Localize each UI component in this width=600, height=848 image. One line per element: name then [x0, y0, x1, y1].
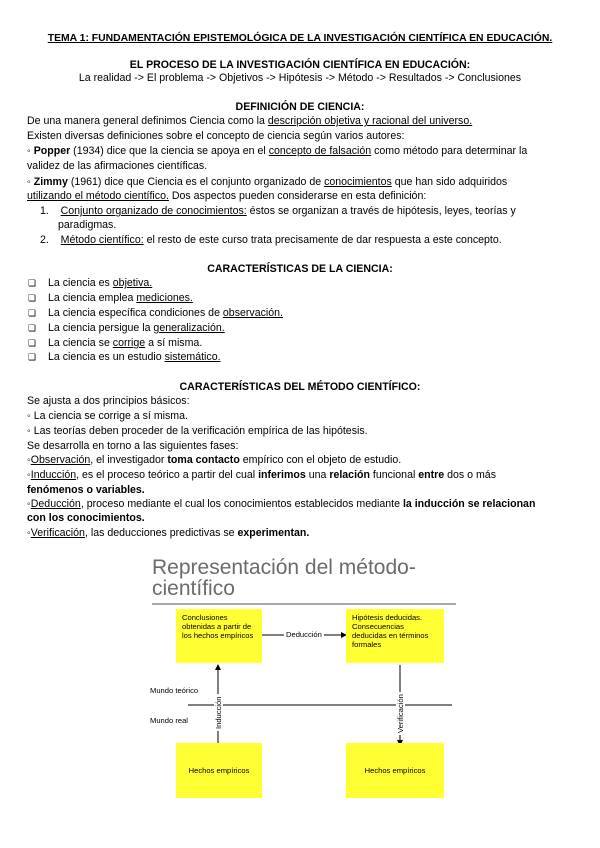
text: (1934) dice que la ciencia se apoya en el — [70, 145, 269, 157]
checkbox-icon: ❏ — [28, 352, 37, 362]
text: como método para determinar la — [371, 145, 528, 157]
checkbox-icon: ❏ — [28, 278, 37, 288]
box-hechos-empiricos-right: Hechos empíricos — [346, 743, 444, 798]
text: Dos aspectos pueden considerarse en esta definición: — [168, 190, 427, 202]
text: , las deducciones predictivas se — [84, 527, 238, 539]
underlined-text: mediciones. — [136, 292, 193, 304]
underlined-text: Método científico: — [60, 234, 144, 246]
metodo-principio-1: ◦ La ciencia se corrige a sí misma. — [27, 410, 188, 422]
underlined-text: Verificación — [30, 527, 85, 539]
text: La ciencia emplea — [48, 292, 137, 304]
metodo-cientifico-diagram — [138, 553, 463, 838]
caracteristica-item — [28, 322, 225, 335]
caracteristica-item — [28, 277, 152, 290]
zimmy-line-2 — [27, 190, 426, 203]
diagram-title: Representación del método-científico — [152, 556, 416, 600]
bold-text: entre — [418, 469, 445, 481]
text: La ciencia es — [48, 277, 113, 289]
fase-observacion — [27, 454, 401, 467]
fase-deduccion-cont: con los conocimientos. — [27, 512, 145, 524]
bullet: ◦ — [27, 454, 31, 466]
underlined-text: Inducción — [30, 469, 77, 481]
underlined-text: corrige — [112, 337, 146, 349]
fase-verificacion — [27, 527, 309, 540]
bullet: ◦ — [27, 145, 31, 157]
text: La ciencia se — [48, 337, 113, 349]
caracteristica-item — [28, 307, 283, 320]
metodo-fases-intro: Se desarrolla en torno a las siguientes fases: — [27, 440, 239, 452]
underlined-text: conocimientos — [324, 176, 392, 188]
deduccion-label: Deducción — [286, 630, 322, 639]
caracteristica-item — [28, 351, 221, 364]
checkbox-icon: ❏ — [28, 293, 37, 303]
bold-text: la inducción se relacionan — [402, 498, 536, 510]
definicion-list-item-1-cont: paradigmas. — [58, 219, 117, 231]
list-number: 2. — [40, 234, 49, 246]
proceso-sequence: La realidad -> El problema -> Objetivos -> Hipótesis -> Método -> Resultados -> Conclusiones — [78, 72, 522, 84]
text: (1961) dice que Ciencia es el conjunto organizado de — [67, 176, 325, 188]
underlined-text: sistemático. — [164, 351, 221, 363]
text: el resto de este curso trata precisamente de dar respuesta a este concepto. — [143, 234, 502, 246]
caracteristica-item — [28, 292, 193, 305]
caracteristicas-title: CARACTERÍSTICAS DE LA CIENCIA: — [207, 263, 393, 275]
box-conclusiones: Conclusiones obtenidas a partir de los hechos empíricos — [176, 609, 262, 663]
underlined-text: utilizando el método científico. — [27, 190, 169, 202]
text: De una manera general definimos Ciencia como la — [27, 115, 268, 127]
bullet: ◦ — [27, 498, 31, 510]
text: La ciencia persigue la — [48, 322, 154, 334]
text: una — [305, 469, 330, 481]
text: éstos se organizan a través de hipótesis, leyes, teorías y — [246, 205, 516, 217]
header-title: TEMA 1: FUNDAMENTACIÓN EPISTEMOLÓGICA DE LA INVESTIGACIÓN CIENTÍFICA EN EDUCACIÓN. — [47, 33, 553, 44]
definicion-paragraph-2: Existen diversas definiciones sobre el concepto de ciencia según varios autores: — [27, 130, 405, 142]
box-hechos-empiricos-left: Hechos empíricos — [176, 743, 262, 798]
text: , el investigador — [90, 454, 168, 466]
popper-line — [27, 145, 527, 158]
checkbox-icon: ❏ — [28, 308, 37, 318]
underlined-text: observación. — [222, 307, 283, 319]
definicion-title: DEFINICIÓN DE CIENCIA: — [235, 101, 365, 113]
text: dos o más — [444, 469, 496, 481]
proceso-title: EL PROCESO DE LA INVESTIGACIÓN CIENTÍFICA EN EDUCACIÓN: — [129, 59, 471, 71]
list-number: 1. — [40, 205, 49, 217]
underlined-text: Observación — [30, 454, 91, 466]
underlined-text: Deducción — [30, 498, 81, 510]
mundo-real-label: Mundo real — [150, 716, 188, 725]
bullet: ◦ — [27, 527, 31, 539]
author-name: Popper — [33, 145, 71, 157]
underlined-text: concepto de falsación — [268, 145, 372, 157]
mundo-teorico-label: Mundo teórico — [150, 686, 199, 695]
text: que han sido adquiridos — [391, 176, 508, 188]
fase-induccion-cont: fenómenos o variables. — [27, 484, 145, 496]
text: La ciencia es un estudio — [48, 351, 165, 363]
caracteristica-item — [28, 337, 202, 350]
underlined-text: Conjunto organizado de conocimientos: — [60, 205, 247, 217]
bold-text: experimentan. — [237, 527, 310, 539]
metodo-intro: Se ajusta a dos principios básicos: — [27, 395, 190, 407]
bold-text: relación — [329, 469, 370, 481]
text: funcional — [369, 469, 419, 481]
fase-deduccion — [27, 498, 535, 511]
text: , es el proceso teórico a partir del cual — [76, 469, 259, 481]
box-hipotesis: Hipótesis deducidas. Consecuencias deducidas en términos formales — [346, 609, 444, 663]
underlined-text: generalización. — [153, 322, 225, 334]
zimmy-line — [27, 176, 507, 189]
fase-induccion — [27, 469, 496, 482]
induccion-label: Inducción — [214, 696, 223, 729]
text: empírico con el objeto de estudio. — [239, 454, 402, 466]
text: La ciencia específica condiciones de — [48, 307, 223, 319]
text: , proceso mediante el cual los conocimientos establecidos mediante — [80, 498, 403, 510]
author-name: Zimmy — [33, 176, 68, 188]
underlined-text: objetiva. — [112, 277, 153, 289]
definicion-paragraph-1 — [27, 115, 472, 128]
definicion-list-item-2 — [40, 234, 502, 247]
bullet: ◦ — [27, 469, 31, 481]
underlined-text: descripción objetiva y racional del universo. — [267, 115, 473, 127]
popper-line-2: validez de las afirmaciones científicas. — [27, 160, 208, 172]
metodo-principio-2: ◦ Las teorías deben proceder de la verificación empírica de las hipótesis. — [27, 425, 368, 437]
definicion-list-item-1 — [40, 205, 516, 218]
checkbox-icon: ❏ — [28, 338, 37, 348]
text: a sí misma. — [145, 337, 203, 349]
checkbox-icon: ❏ — [28, 323, 37, 333]
bullet: ◦ — [27, 176, 31, 188]
metodo-title: CARACTERÍSTICAS DEL MÉTODO CIENTÍFICO: — [179, 381, 421, 393]
verificacion-label: Verificación — [396, 694, 405, 733]
bold-text: toma contacto — [167, 454, 240, 466]
bold-text: inferimos — [258, 469, 306, 481]
